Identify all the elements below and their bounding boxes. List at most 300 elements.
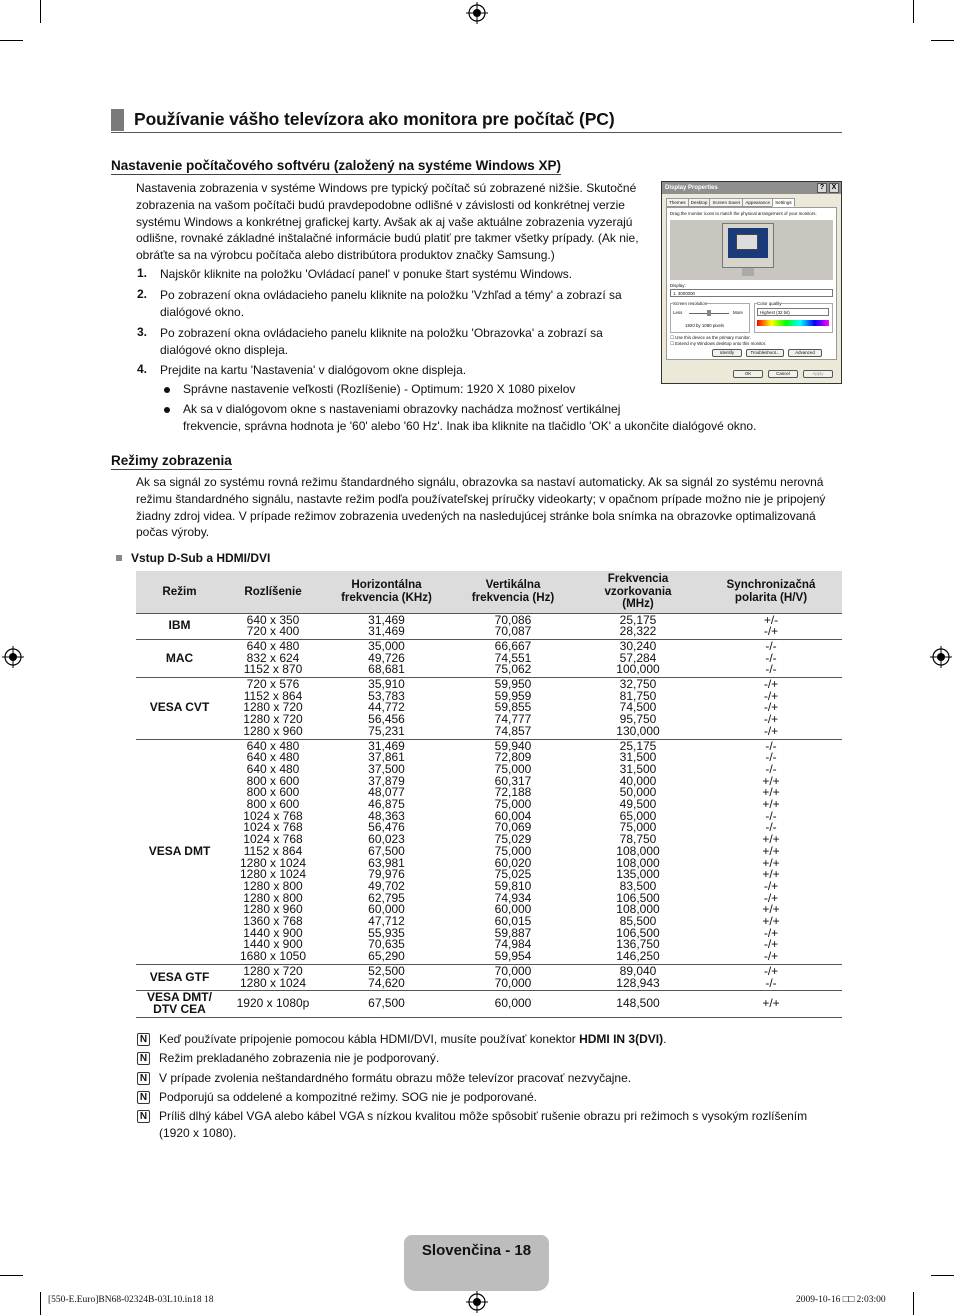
cell-value: 640 x 350 — [246, 612, 300, 627]
cell-value: +/+ — [762, 996, 780, 1011]
resolution-label: Screen resolution — [673, 301, 708, 306]
registration-mark-icon — [930, 646, 952, 668]
cell-value: 1440 x 900 — [243, 937, 303, 952]
cell-value: 31,469 — [368, 738, 405, 753]
polarity-cell — [700, 991, 842, 1017]
cell-value: 81,750 — [619, 688, 657, 703]
cell-value: 106,500 — [616, 925, 660, 940]
cell-value: 31,500 — [619, 761, 657, 776]
cell-value: 56,476 — [368, 820, 405, 835]
tab-appearance[interactable]: Appearance — [742, 198, 773, 207]
column-header-line: (MHz) — [622, 597, 654, 610]
polarity-cell — [700, 964, 842, 990]
section-header-bar — [111, 109, 124, 131]
cell-value: +/+ — [762, 843, 780, 858]
cell-value: 31,500 — [619, 750, 657, 765]
cell-value: +/- — [763, 612, 779, 627]
cell-value: 70,635 — [368, 937, 405, 952]
mode-cell — [136, 678, 223, 740]
cell-value: 60,000 — [368, 902, 405, 917]
cell-value: 1280 x 960 — [243, 723, 303, 738]
cell-value: 640 x 480 — [246, 750, 300, 765]
tab-settings[interactable]: Settings — [772, 198, 795, 207]
cell-value: +/+ — [762, 867, 780, 882]
cell-value: 70,086 — [494, 612, 532, 627]
dialog-tabs — [666, 198, 794, 207]
identify-button[interactable]: Identify — [712, 349, 742, 357]
column-header-line: Vertikálna — [485, 578, 541, 592]
pixel-clock-cell — [576, 739, 700, 964]
display-select[interactable]: 1. 3000000 — [670, 289, 833, 297]
cell-value: 66,667 — [494, 638, 532, 653]
polarity-cell — [700, 678, 842, 740]
software-intro — [136, 180, 656, 264]
cell-value: 74,777 — [494, 712, 532, 727]
print-info-right: 2009-10-16 □□ 2:03:00 — [796, 1295, 886, 1305]
cell-value: 108,000 — [616, 843, 660, 858]
horizontal-freq-cell — [323, 739, 450, 964]
vertical-freq-cell — [450, 639, 576, 677]
cell-value: 75,000 — [494, 761, 532, 776]
cell-value: 135,000 — [616, 867, 660, 882]
column-header — [576, 571, 700, 613]
horizontal-freq-cell — [323, 678, 450, 740]
cell-value: 56,456 — [368, 712, 405, 727]
modes-heading: Režimy zobrazenia — [111, 453, 232, 468]
crop-mark — [931, 1275, 954, 1276]
cell-value: -/- — [765, 738, 777, 753]
cell-value: 72,188 — [494, 785, 532, 800]
column-header-line: Rozlíšenie — [244, 584, 302, 598]
cell-value: 108,000 — [616, 902, 660, 917]
intro-line: systému Windows a konkrétnej grafickej karty. Avšak ak aj vaše aktuálne zobrazenia vyzerajú — [136, 214, 633, 229]
cell-value: 63,981 — [368, 855, 405, 870]
cell-value: +/+ — [762, 785, 780, 800]
cell-value: 74,620 — [368, 975, 405, 990]
resolution-cell — [223, 739, 323, 964]
page-number-tab — [404, 1235, 549, 1291]
step-line: dialógové okno displeja. — [160, 342, 289, 357]
crop-mark — [0, 40, 23, 41]
crop-mark — [913, 1292, 914, 1315]
apply-button[interactable]: Apply — [803, 370, 833, 378]
cell-value: -/+ — [763, 677, 779, 692]
note-text-main: Režim prekladaného zobrazenia nie je podporovaný. — [159, 1051, 440, 1065]
cell-value: 59,810 — [494, 878, 532, 893]
cell-value: 68,681 — [368, 662, 405, 677]
table-row — [136, 613, 842, 639]
cell-value: 37,861 — [368, 750, 405, 765]
intro-line: Nastavenia zobrazenia v systéme Windows pre typický počítač sú zobrazené nižšie. Skutočné — [136, 181, 637, 195]
cell-value: -/- — [765, 638, 777, 653]
cell-value: 75,062 — [494, 662, 532, 677]
cell-value: 74,857 — [494, 723, 532, 738]
extend-desktop-checkbox[interactable]: ☐ Extend my Windows desktop onto this monitor. — [670, 341, 767, 346]
cell-value: 75,025 — [494, 867, 532, 882]
note-text-main: Podporujú sa oddelené a kompozitné režimy. SOG nie je podporované. — [159, 1090, 538, 1104]
resolution-cell — [223, 639, 323, 677]
cell-value: +/+ — [762, 902, 780, 917]
resolution-group — [670, 303, 750, 333]
pixel-clock-cell — [576, 678, 700, 740]
column-header — [450, 571, 576, 613]
cell-value: +/+ — [762, 855, 780, 870]
cell-value: 1280 x 800 — [243, 890, 303, 905]
cell-value: 85,500 — [619, 914, 657, 929]
note-text — [159, 1108, 839, 1142]
cell-value: 640 x 480 — [246, 761, 300, 776]
cell-value: 75,231 — [368, 723, 405, 738]
cell-value: 28,322 — [619, 624, 657, 639]
cell-value: 640 x 480 — [246, 738, 300, 753]
mode-cell — [136, 613, 223, 639]
cell-value: +/+ — [762, 797, 780, 812]
cell-value: 49,500 — [619, 797, 657, 812]
tab-themes[interactable]: Themes — [666, 198, 689, 207]
advanced-button[interactable]: Advanced — [788, 349, 822, 357]
note-text-bold: HDMI IN 3(DVI) — [579, 1032, 664, 1046]
cell-value: 59,940 — [494, 738, 532, 753]
table-row — [136, 964, 842, 990]
cell-value: 50,000 — [619, 785, 657, 800]
cell-value: +/+ — [762, 773, 780, 788]
monitor-preview — [670, 220, 833, 280]
cell-value: -/+ — [763, 624, 779, 639]
note-icon: N — [137, 1072, 150, 1085]
input-label — [116, 551, 270, 565]
bullet-item — [183, 401, 833, 435]
intro-line: obráťte sa na výrobcu počítača alebo distribútora produktov značky Samsung.) — [136, 248, 555, 263]
input-label-text: Vstup D-Sub a HDMI/DVI — [131, 551, 271, 565]
table-row — [136, 991, 842, 1017]
cell-value: 800 x 600 — [246, 773, 300, 788]
resolution-slider-handle[interactable] — [707, 310, 711, 316]
column-header — [323, 571, 450, 613]
registration-mark-icon — [466, 1291, 488, 1313]
cell-value: DTV CEA — [153, 1002, 206, 1016]
resolution-cell — [223, 678, 323, 740]
intro-line: počas výroby. — [136, 525, 210, 540]
cell-value: 49,702 — [368, 878, 405, 893]
cell-value: 35,910 — [368, 677, 405, 692]
dialog-title: Display Properties — [665, 185, 718, 191]
color-label: Color quality — [757, 301, 782, 306]
polarity-cell — [700, 739, 842, 964]
cell-value: 1152 x 864 — [243, 843, 303, 858]
cell-value: 70,087 — [494, 624, 532, 639]
cell-value: 1024 x 768 — [243, 808, 303, 823]
cell-value: 67,500 — [368, 996, 405, 1011]
intro-line: Ak sa signál zo systému rovná režimu štandardného signálu, obrazovka sa nastaví automaticky. Ak sa signál zo systému nerovná — [136, 475, 824, 489]
page-number: Slovenčina - 18 — [421, 1242, 532, 1259]
cell-value: 60,004 — [494, 808, 532, 823]
dialog-titlebar — [662, 182, 841, 194]
cell-value: 31,469 — [368, 612, 405, 627]
intro-line: odlišne, rovnaké základné inštalačné informácie budú platiť pre takmer všetky prípady. (Ak nie, — [136, 231, 639, 246]
cell-value: 32,750 — [619, 677, 657, 692]
cell-value: -/- — [765, 662, 777, 677]
cell-value: 1152 x 864 — [243, 688, 303, 703]
step-line: dialógové okno. — [160, 304, 245, 319]
cell-value: 46,875 — [368, 797, 405, 812]
step-number: 4. — [137, 362, 148, 376]
cell-value: 59,959 — [494, 688, 532, 703]
crop-mark — [40, 1292, 41, 1315]
bullet-dot-icon — [164, 387, 170, 393]
bullet-item — [183, 381, 683, 398]
cell-value: 800 x 600 — [246, 797, 300, 812]
table-body — [136, 613, 842, 1017]
vertical-freq-cell — [450, 678, 576, 740]
cell-value: 1280 x 800 — [243, 878, 303, 893]
section-header — [111, 109, 842, 133]
page-title: Používanie vášho televízora ako monitora pre počítač (PC) — [134, 109, 615, 129]
cell-value: 108,000 — [616, 855, 660, 870]
cell-value: 136,750 — [616, 937, 660, 952]
cell-value: 59,855 — [494, 700, 532, 715]
vertical-freq-cell — [450, 613, 576, 639]
bullet-line: Správne nastavenie veľkosti (Rozlíšenie) - Optimum: 1920 X 1080 pixelov — [183, 382, 576, 396]
cell-value: 1280 x 1024 — [239, 855, 307, 870]
step-text — [160, 325, 660, 359]
cell-value: -/+ — [763, 878, 779, 893]
cell-value: 52,500 — [368, 963, 405, 978]
table-row — [136, 639, 842, 677]
cell-value: 106,500 — [616, 890, 660, 905]
cell-value: 30,240 — [619, 638, 657, 653]
cell-value: 720 x 400 — [246, 624, 300, 639]
cell-value: 130,000 — [616, 723, 660, 738]
color-bar — [757, 320, 829, 326]
cell-value: 128,943 — [616, 975, 660, 990]
cell-value: 74,934 — [494, 890, 532, 905]
intro-line: režimu štandardného signálu, nastavte režim podľa používateľskej príručky videokarty; v opačnom prípade možno nie je pripojený — [136, 491, 826, 506]
note-icon: N — [137, 1091, 150, 1104]
crop-mark — [0, 1275, 23, 1276]
vertical-freq-cell — [450, 964, 576, 990]
step-line: Prejdite na kartu 'Nastavenia' v dialógovom okne displeja. — [160, 363, 467, 377]
cell-value: -/+ — [763, 890, 779, 905]
cell-value: -/+ — [763, 688, 779, 703]
bullet-line: Ak sa v dialógovom okne s nastaveniami obrazovky nachádza možnosť vertikálnej — [183, 402, 621, 416]
settings-panel — [666, 207, 837, 360]
note-text-after: . — [663, 1032, 667, 1046]
horizontal-freq-cell — [323, 639, 450, 677]
cell-value: 59,950 — [494, 677, 532, 692]
color-select[interactable]: Highest (32 bit) — [757, 308, 829, 316]
cell-value: 1024 x 768 — [243, 832, 303, 847]
cell-value: 720 x 576 — [246, 677, 300, 692]
cell-value: 49,726 — [368, 650, 405, 665]
cell-value: 74,500 — [619, 700, 657, 715]
note-text-main: Keď používate pripojenie pomocou kábla HDMI/DVI, musíte používať konektor — [159, 1032, 580, 1046]
cell-value: 1280 x 1024 — [239, 975, 307, 990]
cell-value: -/+ — [763, 712, 779, 727]
cell-value: 146,250 — [616, 949, 660, 964]
cell-value: 31,469 — [368, 624, 405, 639]
step-text — [160, 362, 660, 379]
intro-line: žiadny zdroj videa. V prípade režimov zobrazenia uvedených na nasledujúcej stránke bola snímka na obrazovke optimalizovaná — [136, 508, 816, 523]
note-text — [159, 1070, 839, 1087]
intro-line: zobrazenia na vašom počítači budú pravdepodobne odlišné v závislosti od konkrétnej verzie — [136, 197, 625, 212]
cell-value: 1360 x 768 — [243, 914, 303, 929]
registration-mark-icon — [2, 646, 24, 668]
square-bullet-icon — [116, 555, 122, 561]
note-text — [159, 1089, 839, 1106]
column-header — [700, 571, 842, 613]
cell-value: 1920 x 1080p — [236, 996, 310, 1011]
resolution-cell — [223, 613, 323, 639]
note-text-line2: (1920 x 1080). — [159, 1126, 237, 1140]
cell-value: 1440 x 900 — [243, 925, 303, 940]
cell-value: 1152 x 870 — [243, 662, 303, 677]
cell-value: 40,000 — [619, 773, 657, 788]
cell-value: 832 x 624 — [246, 650, 300, 665]
cell-value: 67,500 — [368, 843, 405, 858]
cell-value: 48,077 — [368, 785, 405, 800]
cell-value: 1680 x 1050 — [239, 949, 307, 964]
cell-value: 60,000 — [494, 996, 532, 1011]
troubleshoot-button[interactable]: Troubleshoot... — [746, 349, 784, 357]
cell-value: 83,500 — [619, 878, 657, 893]
polarity-cell — [700, 639, 842, 677]
note-icon: N — [137, 1052, 150, 1065]
help-button[interactable]: ? — [817, 183, 827, 193]
registration-mark-icon — [466, 2, 488, 24]
cell-value: 1280 x 720 — [243, 712, 303, 727]
cell-value: 1280 x 720 — [243, 700, 303, 715]
column-header-line: frekvencia (Hz) — [471, 590, 555, 604]
resolution-value: 1920 by 1080 pixels — [685, 323, 725, 328]
cell-value: VESA CVT — [149, 700, 210, 715]
monitor-icon[interactable] — [722, 223, 774, 268]
column-header-line: Režim — [162, 584, 197, 598]
more-label: More — [733, 310, 744, 315]
polarity-cell — [700, 613, 842, 639]
cell-value: -/- — [765, 975, 777, 990]
column-header-line: frekvencia (KHz) — [341, 590, 432, 604]
mode-cell — [136, 991, 223, 1017]
note-text-main: V prípade zvolenia neštandardného formátu obrazu môže televízor pracovať nezvyčajne. — [159, 1071, 632, 1085]
cell-value: MAC — [165, 650, 194, 665]
cell-value: 75,029 — [494, 832, 532, 847]
horizontal-freq-cell — [323, 964, 450, 990]
software-heading: Nastavenie počítačového softvéru (založený na systéme Windows XP) — [111, 158, 562, 173]
cell-value: IBM — [168, 618, 191, 633]
tab-screen-saver[interactable]: Screen Saver — [709, 198, 743, 207]
cell-value: 95,750 — [619, 712, 657, 727]
modes-intro — [136, 474, 842, 541]
cell-value: +/+ — [762, 914, 780, 929]
cell-value: 53,783 — [368, 688, 405, 703]
cell-value: 44,772 — [368, 700, 405, 715]
close-button[interactable]: X — [829, 183, 839, 193]
display-properties-dialog — [661, 181, 842, 384]
cell-value: -/+ — [763, 949, 779, 964]
step-line: Po zobrazení okna ovládacieho panelu kliknite na položku 'Vzhľad a témy' a zobrazí sa — [160, 288, 622, 302]
column-header-line: Frekvencia vzorkovania — [604, 572, 672, 598]
column-header-line: polarita (H/V) — [734, 590, 808, 604]
cell-value: 60,000 — [494, 902, 532, 917]
bullet-line: frekvencie, správna hodnota je '60' alebo '60 Hz'. Inak iba kliknite na tlačidlo 'OK' a ukončite dialógové okno. — [183, 418, 757, 433]
display-label: Display: — [670, 283, 686, 288]
horizontal-freq-cell — [323, 613, 450, 639]
cell-value: 1024 x 768 — [243, 820, 303, 835]
cell-value: 25,175 — [619, 612, 657, 627]
note-icon: N — [137, 1033, 150, 1046]
cell-value: 640 x 480 — [246, 638, 300, 653]
cell-value: -/+ — [763, 937, 779, 952]
mode-cell — [136, 739, 223, 964]
cell-value: 70,069 — [494, 820, 532, 835]
cell-value: 70,000 — [494, 975, 532, 990]
cell-value: 60,020 — [494, 855, 532, 870]
tab-desktop[interactable]: Desktop — [688, 198, 711, 207]
cell-value: 60,015 — [494, 914, 532, 929]
cell-value: 89,040 — [619, 963, 657, 978]
cell-value: 148,500 — [616, 996, 660, 1011]
resolution-cell — [223, 991, 323, 1017]
vertical-freq-cell — [450, 739, 576, 964]
cell-value: 1280 x 720 — [243, 963, 303, 978]
step-number: 2. — [137, 287, 148, 301]
column-header-line: Horizontálna — [351, 578, 422, 592]
cell-value: VESA DMT — [148, 843, 211, 858]
cell-value: -/- — [765, 650, 777, 665]
pixel-clock-cell — [576, 991, 700, 1017]
cell-value: 74,551 — [494, 650, 532, 665]
cell-value: 79,976 — [368, 867, 405, 882]
mode-cell — [136, 964, 223, 990]
ok-button[interactable]: OK — [733, 370, 763, 378]
cell-value: 65,000 — [619, 808, 657, 823]
cell-value: VESA GTF — [149, 969, 210, 984]
column-header — [136, 571, 223, 613]
cell-value: 62,795 — [368, 890, 405, 905]
cell-value: 65,290 — [368, 949, 405, 964]
pixel-clock-cell — [576, 964, 700, 990]
table-header-row — [136, 571, 842, 613]
cell-value: 75,000 — [494, 797, 532, 812]
note-text — [159, 1050, 839, 1067]
note-text — [159, 1031, 839, 1048]
cancel-button[interactable]: Cancel — [768, 370, 798, 378]
column-header-line: Synchronizačná — [726, 578, 816, 592]
column-header — [223, 571, 323, 613]
display-modes-table — [136, 571, 842, 1018]
cell-value: 60,023 — [368, 832, 405, 847]
cell-value: 100,000 — [616, 662, 660, 677]
mode-cell — [136, 639, 223, 677]
cell-value: 1280 x 960 — [243, 902, 303, 917]
cell-value: -/+ — [763, 723, 779, 738]
cell-value: 75,000 — [494, 843, 532, 858]
step-line: Najskôr kliknite na položku 'Ovládací panel' v ponuke štart systému Windows. — [160, 267, 573, 281]
step-line: Po zobrazení okna ovládacieho panelu kliknite na položku 'Obrazovka' a zobrazí sa — [160, 326, 603, 340]
crop-mark — [931, 40, 954, 41]
cell-value: -/+ — [763, 700, 779, 715]
cell-value: -/+ — [763, 963, 779, 978]
cell-value: -/+ — [763, 925, 779, 940]
cell-value: -/- — [765, 761, 777, 776]
crop-mark — [913, 0, 914, 23]
cell-value: 25,175 — [619, 738, 657, 753]
cell-value: 72,809 — [494, 750, 532, 765]
less-label: Less — [673, 310, 683, 315]
step-number: 3. — [137, 325, 148, 339]
primary-monitor-checkbox[interactable]: ☐ Use this device as the primary monitor. — [670, 335, 751, 340]
crop-mark — [40, 0, 41, 23]
